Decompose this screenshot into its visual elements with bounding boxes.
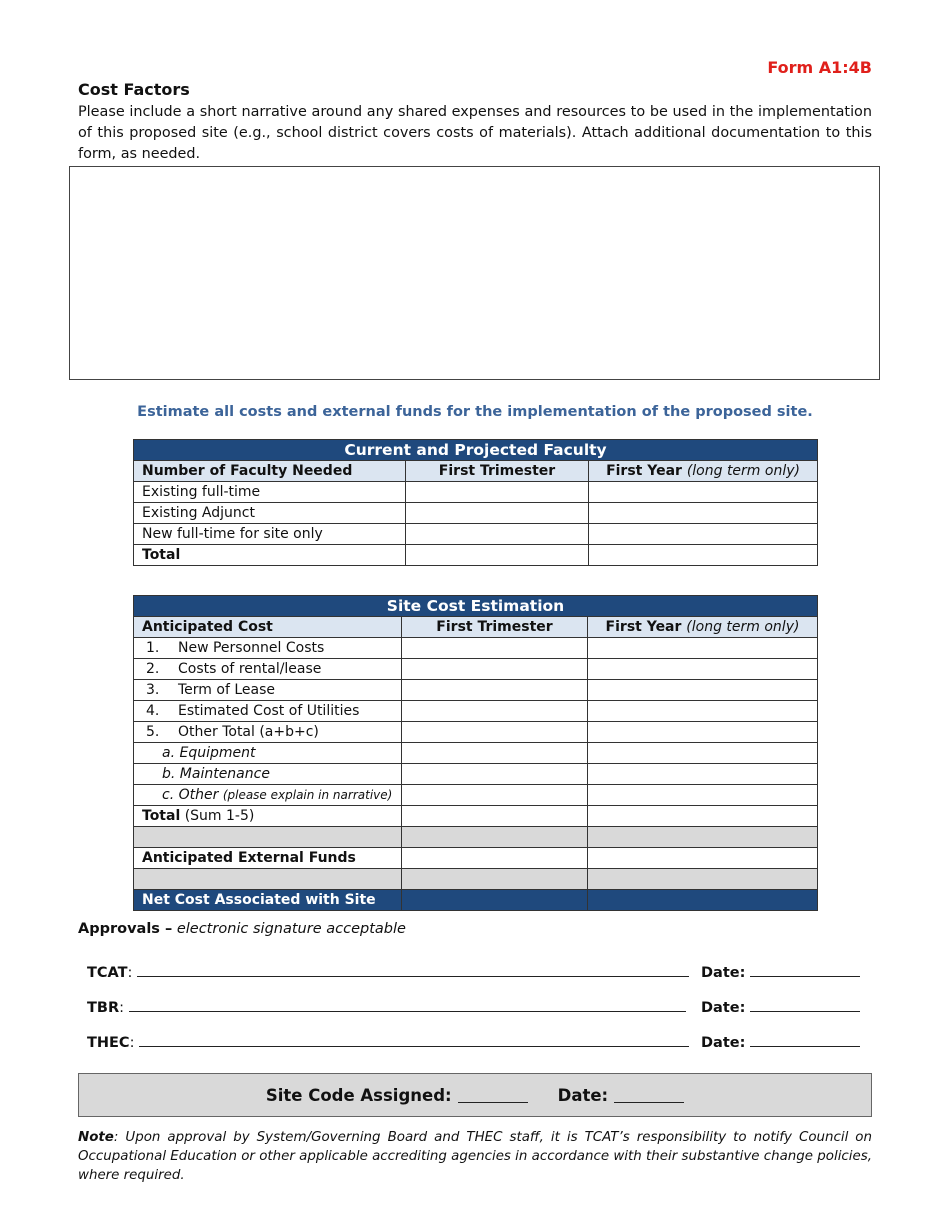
note-label: Note [78, 1130, 114, 1145]
date-line[interactable] [750, 999, 860, 1012]
faculty-col-needed: Number of Faculty Needed [134, 461, 406, 482]
signature-line[interactable] [139, 1034, 689, 1047]
cost-table [133, 595, 818, 911]
cost-trimester-cell[interactable] [402, 764, 588, 785]
cost-year-cell[interactable] [588, 680, 818, 701]
net-cost-label: Net Cost Associated with Site [134, 890, 402, 911]
table-row [134, 482, 818, 503]
cost-year-cell[interactable] [588, 785, 818, 806]
cost-trimester-cell[interactable] [402, 680, 588, 701]
external-funds-label: Anticipated External Funds [134, 848, 402, 869]
cost-year-cell[interactable] [588, 722, 818, 743]
table-row [134, 545, 818, 566]
faculty-year-cell[interactable] [589, 503, 818, 524]
cost-trimester-cell[interactable] [402, 890, 588, 911]
table-row [134, 524, 818, 545]
approvals-heading: Approvals – electronic signature acceptable [78, 921, 406, 937]
faculty-trimester-cell[interactable] [406, 503, 589, 524]
site-code-date-line[interactable] [614, 1088, 684, 1103]
cost-subitem-label: c. Other (please explain in narrative) [134, 785, 402, 806]
signer-label: TCAT [87, 965, 128, 981]
cost-trimester-cell[interactable] [402, 659, 588, 680]
table-row [134, 764, 818, 785]
note-text: : Upon approval by System/Governing Board and THEC staff, it is TCAT’s responsibility to notify Council on Occupational Education or other applicable accrediting agencies in accordance with their substantive change policies, where required. [78, 1130, 872, 1183]
table-row [134, 659, 818, 680]
date-line[interactable] [750, 964, 860, 977]
cost-trimester-cell[interactable] [402, 785, 588, 806]
cost-table-title: Site Cost Estimation [134, 596, 818, 617]
table-row [134, 701, 818, 722]
faculty-year-cell[interactable] [589, 545, 818, 566]
faculty-col-year: First Year (long term only) [589, 461, 818, 482]
faculty-trimester-cell[interactable] [406, 524, 589, 545]
narrative-box[interactable] [69, 166, 880, 380]
cost-item-label: 3. Term of Lease [134, 680, 402, 701]
date-line[interactable] [750, 1034, 860, 1047]
signature-line[interactable] [137, 964, 689, 977]
faculty-total-label: Total [134, 545, 406, 566]
date-row-tbr [701, 999, 860, 1016]
cost-year-cell[interactable] [588, 659, 818, 680]
faculty-trimester-cell[interactable] [406, 482, 589, 503]
table-row [134, 890, 818, 911]
faculty-year-cell[interactable] [589, 524, 818, 545]
signature-row-tcat: TCAT: [87, 964, 689, 981]
cost-trimester-cell[interactable] [402, 743, 588, 764]
cost-year-cell[interactable] [588, 638, 818, 659]
cost-trimester-cell[interactable] [402, 701, 588, 722]
faculty-row-label: New full-time for site only [134, 524, 406, 545]
cost-year-cell[interactable] [588, 848, 818, 869]
estimate-heading: Estimate all costs and external funds for the implementation of the proposed site. [137, 404, 813, 420]
site-code-label: Site Code Assigned: [265, 1085, 452, 1105]
signer-label: THEC [87, 1035, 130, 1051]
intro-text: Please include a short narrative around any shared expenses and resources to be used in the implementation of this proposed site (e.g., school district covers costs of materials). Attach additional documentation to this form, as needed. [78, 104, 872, 162]
signer-label: TBR [87, 1000, 120, 1016]
faculty-trimester-cell[interactable] [406, 545, 589, 566]
cost-trimester-cell[interactable] [402, 806, 588, 827]
form-id: Form A1:4B [767, 58, 872, 77]
cost-col-trimester: First Trimester [402, 617, 588, 638]
date-label: Date: [701, 1035, 746, 1051]
faculty-row-label: Existing Adjunct [134, 503, 406, 524]
cost-trimester-cell[interactable] [402, 638, 588, 659]
signature-row-tbr: TBR: [87, 999, 686, 1016]
cost-year-cell[interactable] [588, 701, 818, 722]
site-code-date-label: Date: [557, 1085, 609, 1105]
table-row [134, 680, 818, 701]
cost-trimester-cell[interactable] [402, 848, 588, 869]
cost-subitem-label: a. Equipment [134, 743, 402, 764]
table-row [134, 848, 818, 869]
table-row [134, 806, 818, 827]
cost-total-label: Total (Sum 1-5) [134, 806, 402, 827]
faculty-table [133, 439, 818, 566]
date-row-thec [701, 1034, 860, 1051]
cost-trimester-cell[interactable] [402, 722, 588, 743]
table-row [134, 743, 818, 764]
date-label: Date: [701, 965, 746, 981]
date-label: Date: [701, 1000, 746, 1016]
cost-subitem-label: b. Maintenance [134, 764, 402, 785]
section-title: Cost Factors [78, 80, 190, 99]
cost-col-anticipated: Anticipated Cost [134, 617, 402, 638]
table-row [134, 785, 818, 806]
cost-year-cell[interactable] [588, 743, 818, 764]
cost-year-cell[interactable] [588, 764, 818, 785]
cost-item-label: 5. Other Total (a+b+c) [134, 722, 402, 743]
signature-line[interactable] [129, 999, 686, 1012]
site-code-line[interactable] [458, 1088, 528, 1103]
table-row [134, 722, 818, 743]
faculty-col-trimester: First Trimester [406, 461, 589, 482]
cost-item-label: 2. Costs of rental/lease [134, 659, 402, 680]
cost-item-label: 1. New Personnel Costs [134, 638, 402, 659]
faculty-table-title: Current and Projected Faculty [134, 440, 818, 461]
faculty-year-cell[interactable] [589, 482, 818, 503]
footnote [78, 1128, 872, 1185]
cost-col-year: First Year (long term only) [588, 617, 818, 638]
table-row [134, 638, 818, 659]
table-row [134, 503, 818, 524]
site-code-box [78, 1073, 872, 1117]
faculty-row-label: Existing full-time [134, 482, 406, 503]
cost-year-cell[interactable] [588, 806, 818, 827]
signature-row-thec: THEC: [87, 1034, 689, 1051]
cost-item-label: 4. Estimated Cost of Utilities [134, 701, 402, 722]
date-row-tcat [701, 964, 860, 981]
cost-year-cell[interactable] [588, 890, 818, 911]
